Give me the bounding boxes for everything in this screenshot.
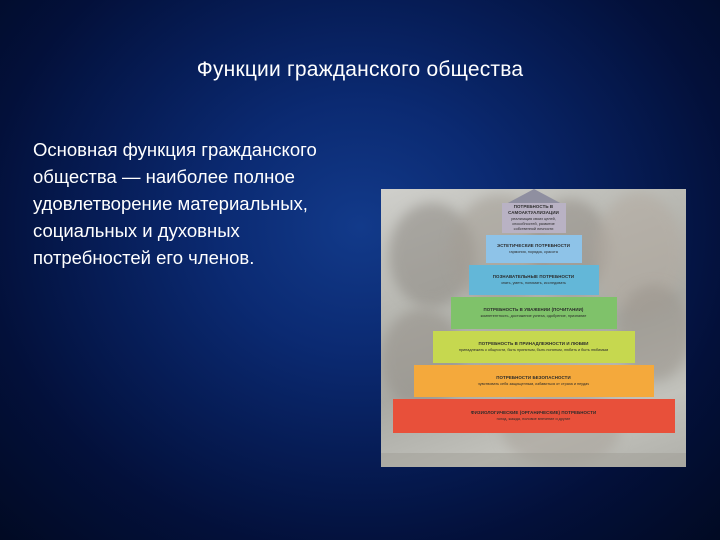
pyramid-tier-title: ПОЗНАВАТЕЛЬНЫЕ ПОТРЕБНОСТИ (492, 274, 575, 280)
pyramid-tier-subtitle: принадлежать к общности, быть принятым, быть понятым, любить и быть любимым (458, 347, 609, 352)
pyramid-tier (433, 331, 635, 363)
pyramid-tier-title: ПОТРЕБНОСТЬ В САМОАКТУАЛИЗАЦИИ (508, 204, 559, 215)
pyramid-tier-title: ПОТРЕБНОСТЬ В УВАЖЕНИИ (ПОЧИТАНИИ) (483, 307, 584, 313)
pyramid-tier-title: ФИЗИОЛОГИЧЕСКИЕ (ОРГАНИЧЕСКИЕ) ПОТРЕБНОСТИ (470, 410, 597, 416)
pyramid-tier-subtitle: реализация своих целей, способностей, развитие собственной личности (511, 216, 556, 231)
pyramid-diagram (381, 189, 686, 467)
pyramid-tier (414, 365, 654, 397)
pyramid-tier-subtitle: знать, уметь, понимать, исследовать (500, 280, 567, 285)
pyramid-tier (393, 399, 675, 433)
pyramid-tier (502, 203, 566, 233)
pyramid-tier-subtitle: голод, жажда, половое влечение и другие (496, 416, 571, 421)
body-paragraph: Основная функция гражданского общества — наиболее полное удовлетворение материальных, социальных и духовных потребностей его членов. (33, 139, 317, 268)
pyramid-tier (486, 235, 582, 263)
maslow-pyramid-image (381, 189, 686, 467)
pyramid-tier-title: ЭСТЕТИЧЕСКИЕ ПОТРЕБНОСТИ (497, 243, 570, 249)
pyramid-tier-subtitle: компетентность, достижение успеха, одобрение, признание (480, 313, 587, 318)
pyramid-tier-title: ПОТРЕБНОСТЬ В ПРИНАДЛЕЖНОСТИ И ЛЮБВИ (478, 341, 589, 347)
image-footer-band (381, 453, 686, 467)
pyramid-tier-subtitle: чувствовать себя защищенным, избавиться от страха и неудач (477, 381, 590, 386)
pyramid-tier (451, 297, 617, 329)
pyramid-tier (469, 265, 599, 295)
pyramid-tier-title: ПОТРЕБНОСТИ БЕЗОПАСНОСТИ (496, 375, 571, 381)
pyramid-tier-subtitle: гармония, порядок, красота (509, 249, 558, 254)
page-title: Функции гражданского общества (196, 58, 524, 81)
